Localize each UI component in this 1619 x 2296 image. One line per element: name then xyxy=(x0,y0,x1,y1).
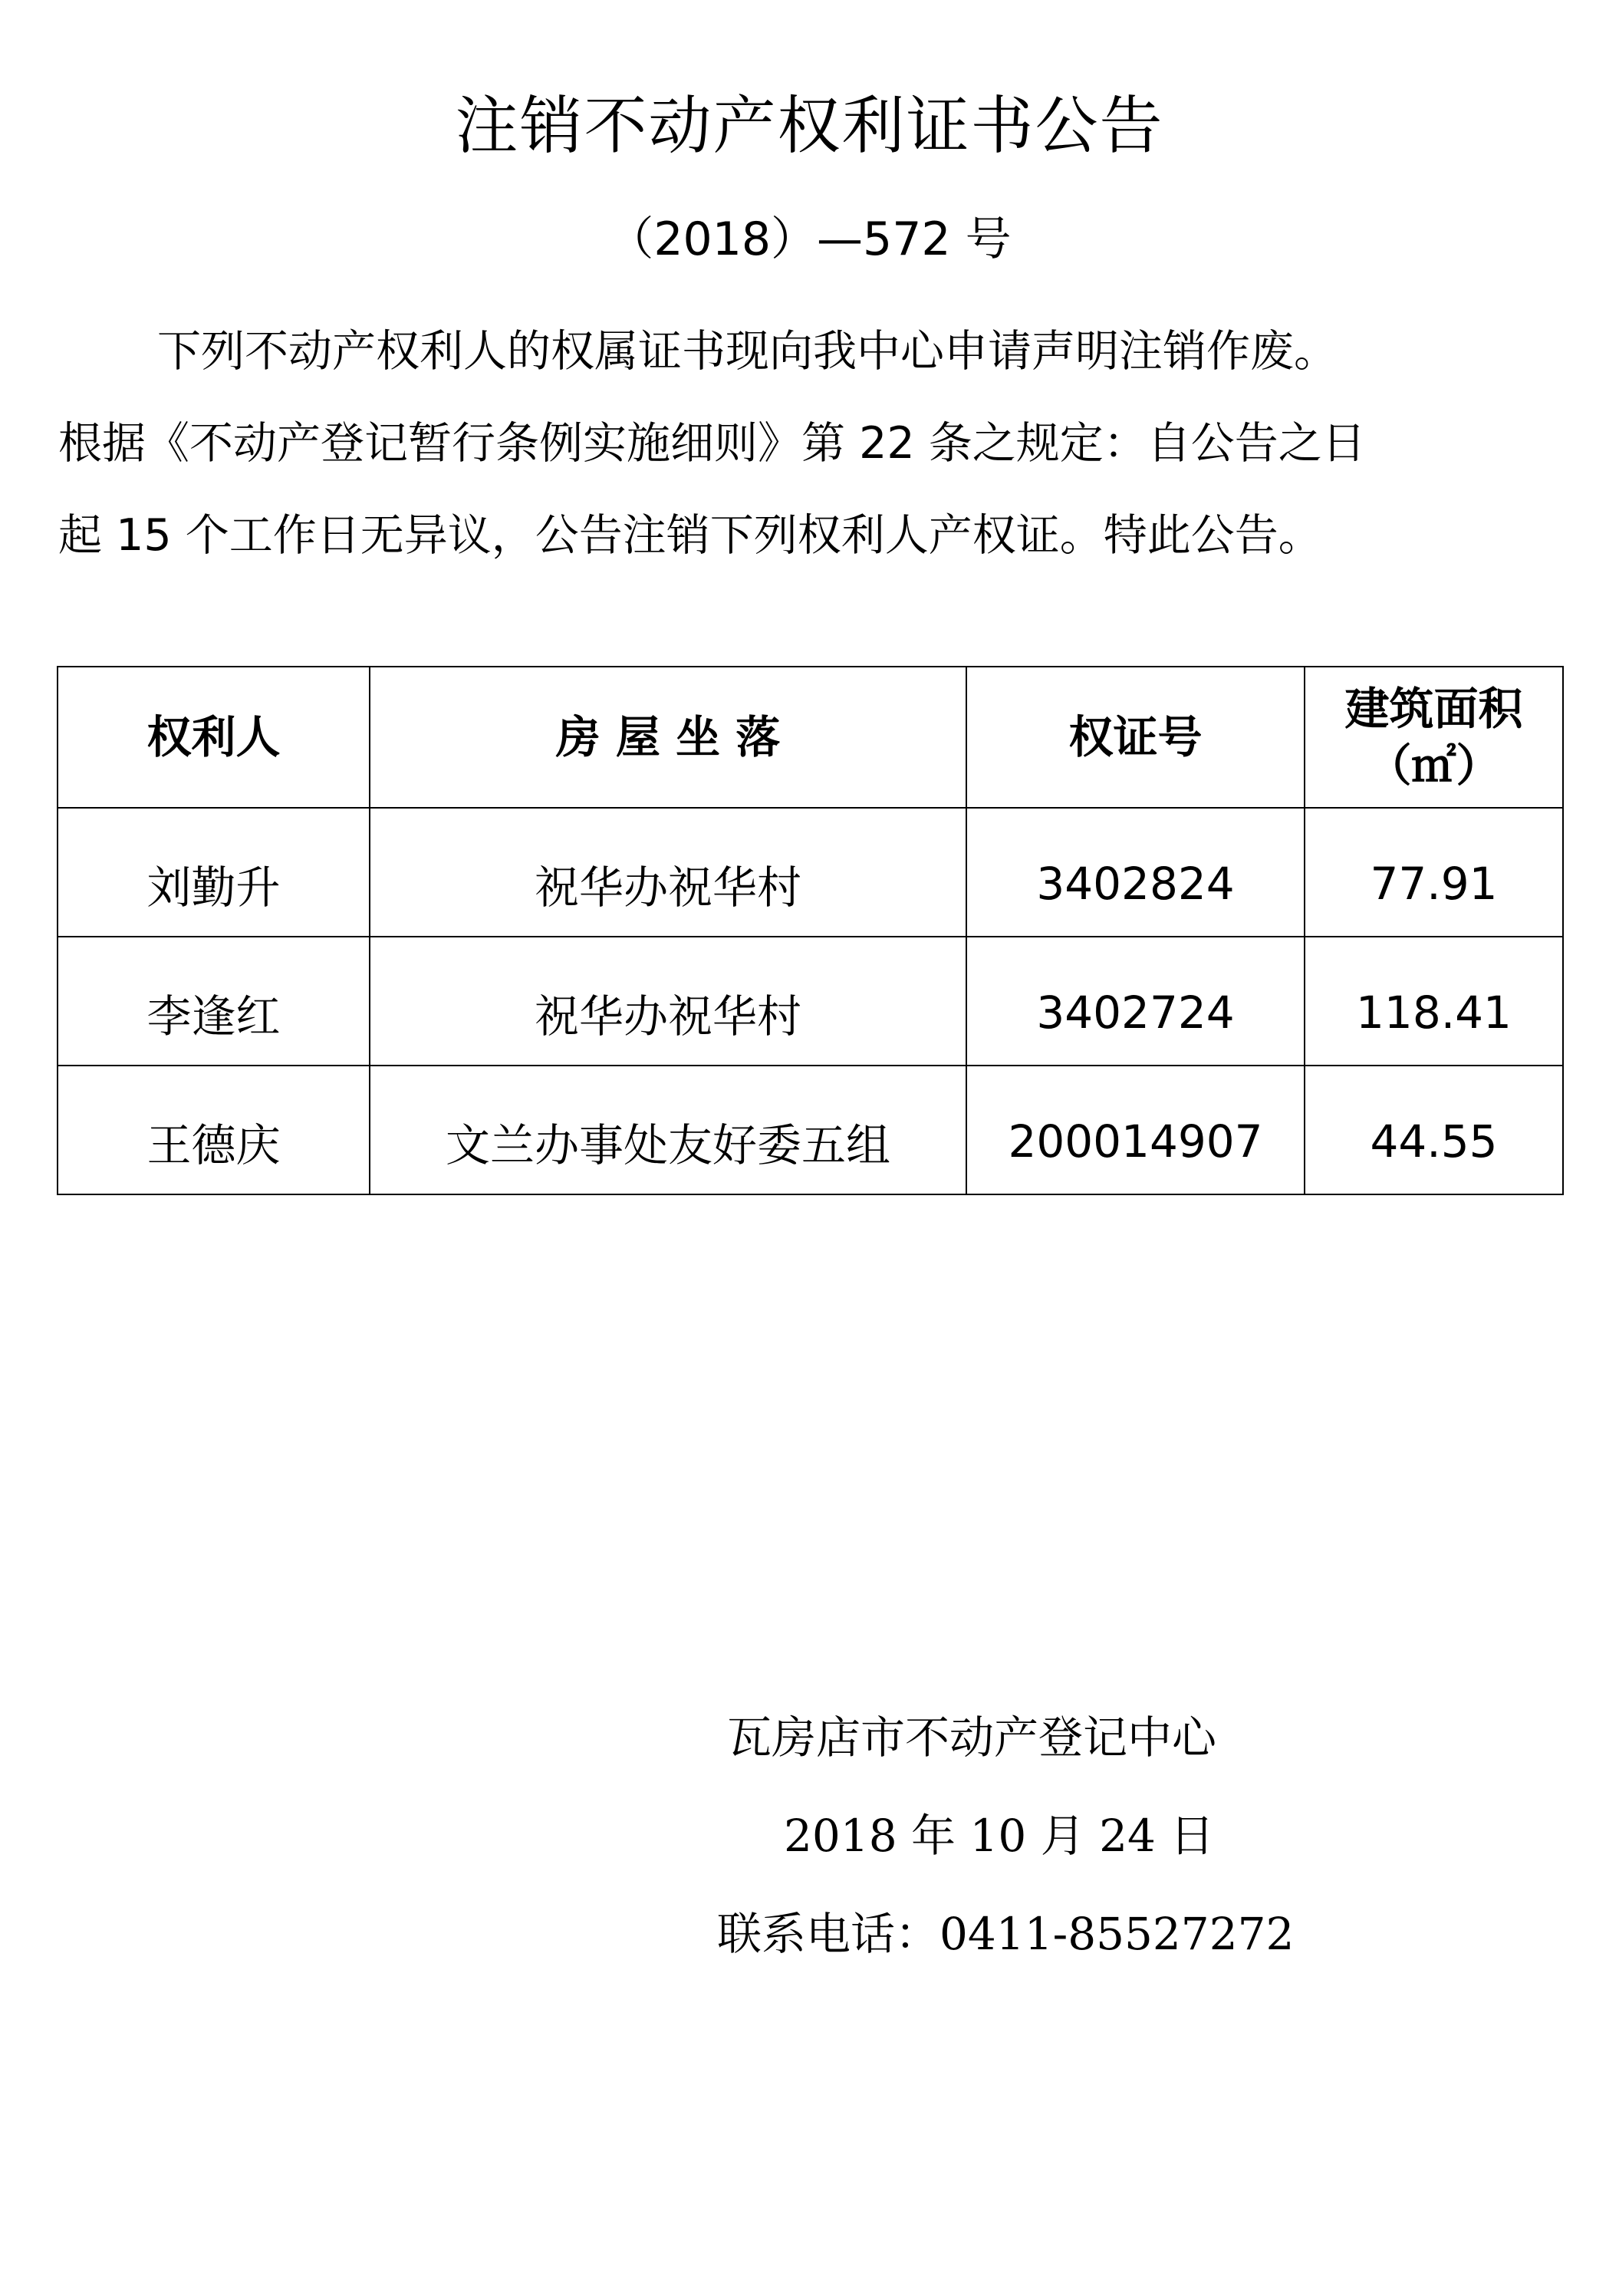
cell-cert-no: 3402824 xyxy=(966,808,1305,937)
cell-owner: 王德庆 xyxy=(58,1066,370,1194)
cell-area: 77.91 xyxy=(1305,808,1563,937)
header-area-label: 建筑面积 xyxy=(1344,683,1523,735)
cell-owner: 刘勤升 xyxy=(58,808,370,937)
table-row xyxy=(58,808,1563,937)
document-number: （2018）—572 号 xyxy=(607,212,1012,266)
cell-cert-no: 3402724 xyxy=(966,937,1305,1066)
body-text-line-2: 根据《不动产登记暂行条例实施细则》第 22 条之规定：自公告之日 xyxy=(58,418,1366,469)
table-row xyxy=(58,1066,1563,1194)
table-header-row xyxy=(58,667,1563,808)
body-text-line-3: 起 15 个工作日无异议，公告注销下列权利人产权证。特此公告。 xyxy=(58,510,1322,561)
cell-cert-no: 200014907 xyxy=(966,1066,1305,1194)
header-owner: 权利人 xyxy=(58,667,370,808)
cell-area: 118.41 xyxy=(1305,937,1563,1066)
cell-location: 祝华办祝华村 xyxy=(370,808,966,937)
header-area-unit: （㎡） xyxy=(1367,740,1501,792)
notice-title: 注销不动产权利证书公告 xyxy=(455,90,1164,163)
contact-phone: 联系电话：0411-85527272 xyxy=(717,1908,1295,1960)
cell-owner: 李逢红 xyxy=(58,937,370,1066)
body-text-line-1: 下列不动产权利人的权属证书现向我中心申请声明注销作废。 xyxy=(157,326,1338,377)
header-location: 房 屋 坐 落 xyxy=(370,667,966,808)
header-area xyxy=(1305,667,1563,808)
table-row xyxy=(58,937,1563,1066)
issue-date: 2018 年 10 月 24 日 xyxy=(784,1810,1215,1862)
issuing-organization: 瓦房店市不动产登记中心 xyxy=(727,1711,1217,1764)
cell-area: 44.55 xyxy=(1305,1066,1563,1194)
cell-location: 文兰办事处友好委五组 xyxy=(370,1066,966,1194)
cell-location: 祝华办祝华村 xyxy=(370,937,966,1066)
certificate-table xyxy=(57,666,1564,1195)
header-cert-no: 权证号 xyxy=(966,667,1305,808)
